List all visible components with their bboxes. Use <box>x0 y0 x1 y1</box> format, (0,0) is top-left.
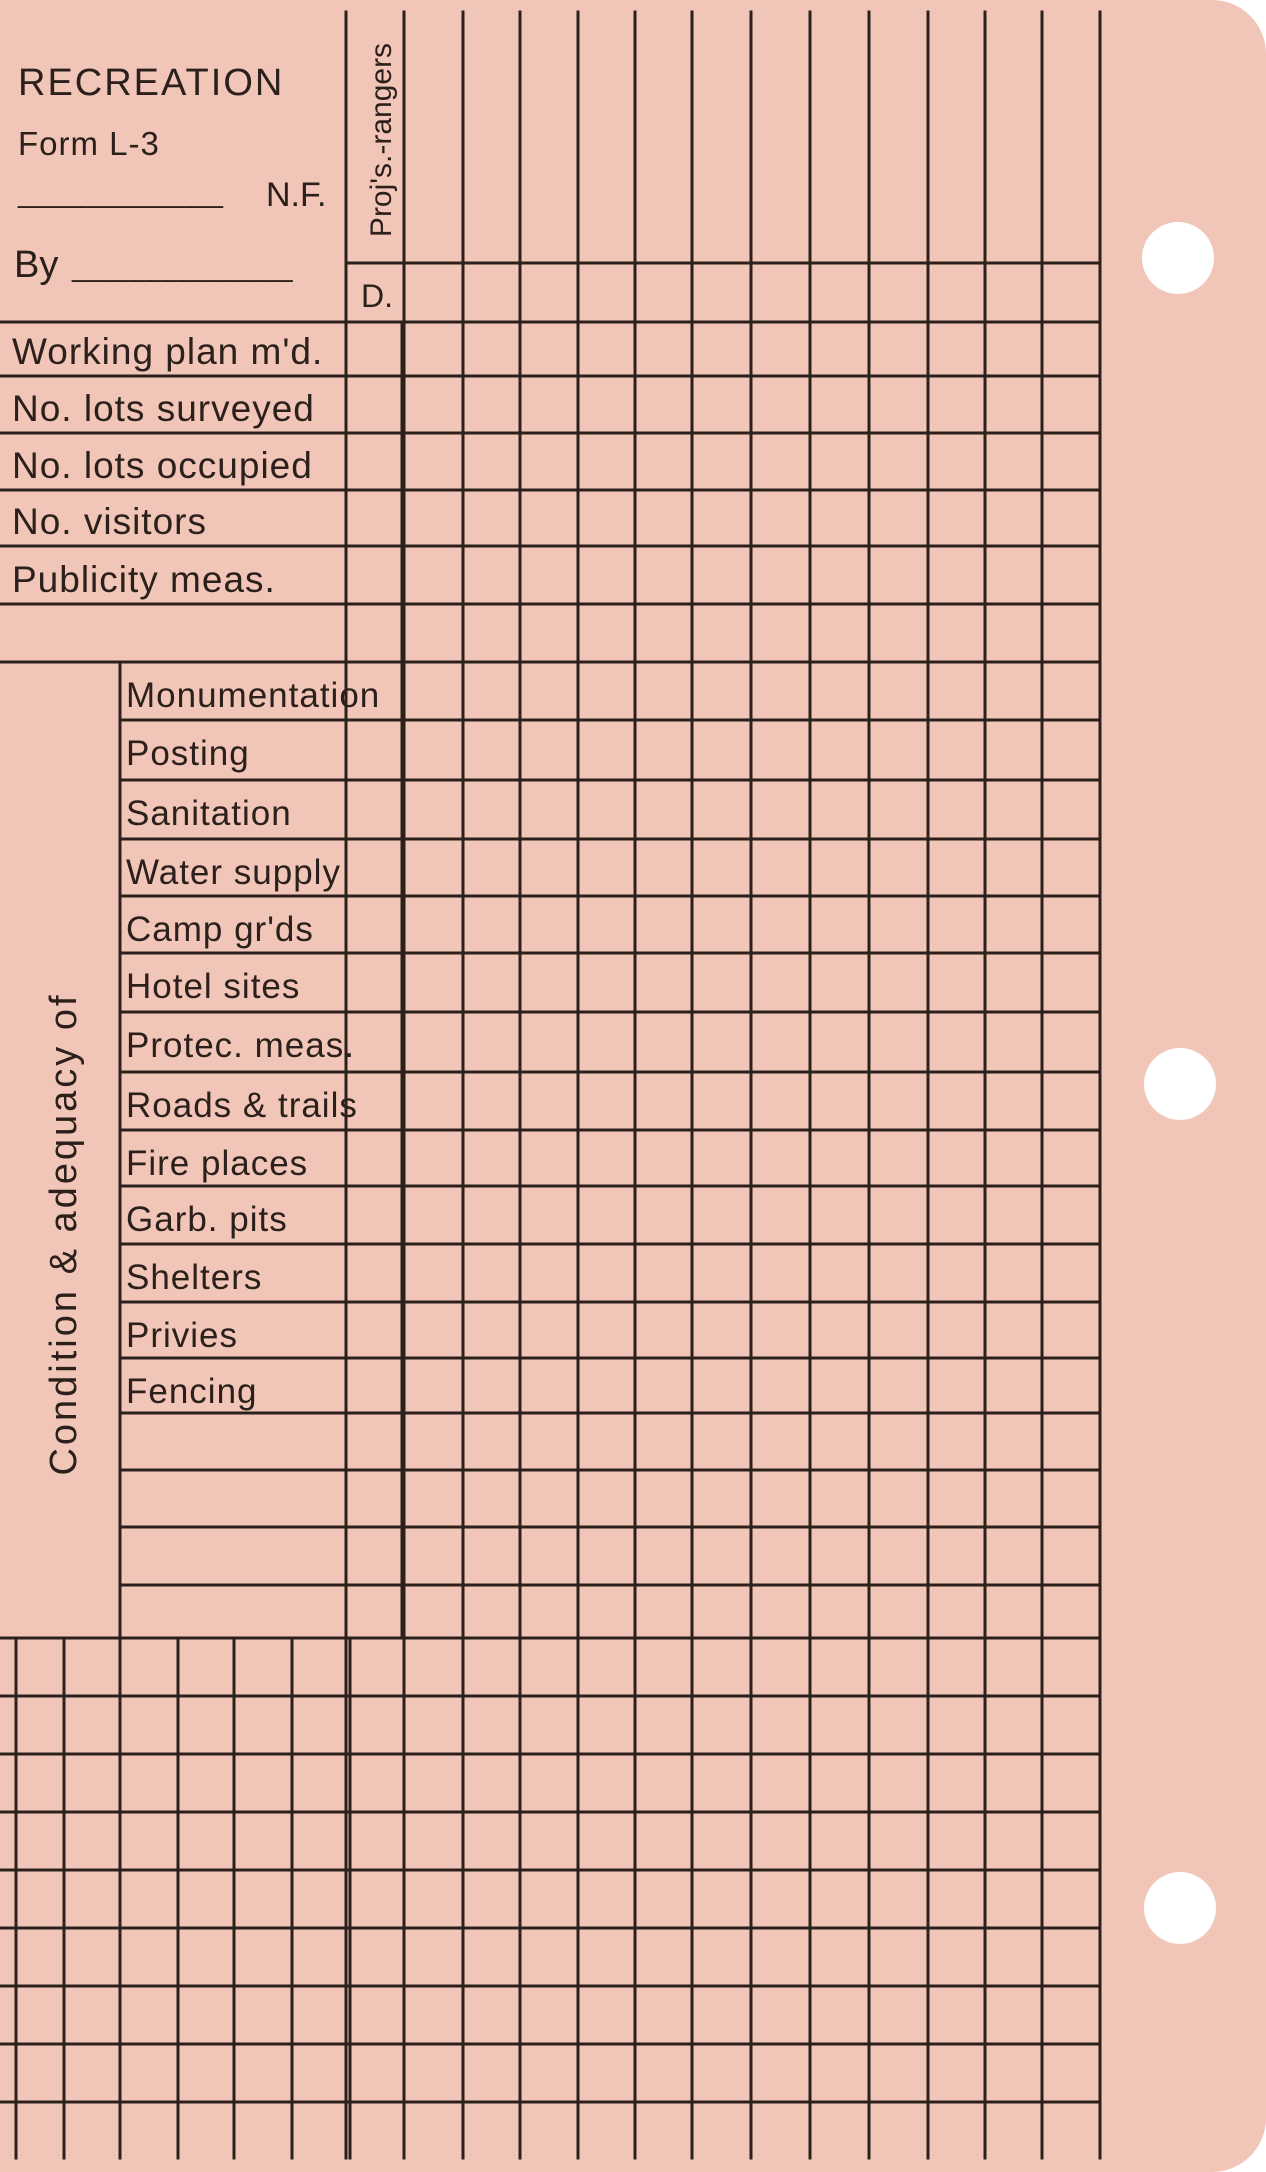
condition-item-label: Posting <box>126 734 250 773</box>
condition-item-label: Sanitation <box>126 794 292 833</box>
condition-item-label: Camp gr'ds <box>126 910 314 949</box>
form-number: Form L-3 <box>18 125 160 162</box>
condition-adequacy-label: Condition & adequacy of <box>43 992 85 1476</box>
condition-item-label: Garb. pits <box>126 1200 288 1239</box>
condition-item-label: Roads & trails <box>126 1086 358 1125</box>
condition-item-label: Privies <box>126 1316 239 1355</box>
nf-label: N.F. <box>266 176 327 214</box>
row-label: Working plan m'd. <box>12 331 324 372</box>
condition-item-label: Hotel sites <box>126 967 301 1006</box>
condition-item-label: Shelters <box>126 1258 263 1297</box>
form-title: RECREATION <box>18 62 285 104</box>
binder-hole-top <box>1142 222 1214 294</box>
row-label: Publicity meas. <box>12 559 276 600</box>
condition-item-label: Fire places <box>126 1144 309 1183</box>
row-label: No. lots occupied <box>12 445 313 486</box>
condition-item-label: Protec. meas. <box>126 1026 355 1065</box>
condition-item-label: Monumentation <box>126 676 381 715</box>
by-label: By <box>14 244 59 286</box>
d-label: D. <box>361 278 393 314</box>
nf-blank-line: _____________ <box>18 176 222 209</box>
by-blank-line: ______________ <box>72 250 292 283</box>
binder-hole-bottom <box>1144 1872 1216 1944</box>
row-label: No. visitors <box>12 501 207 542</box>
projs-rangers-label: Proj's.-rangers <box>365 42 398 238</box>
condition-item-label: Fencing <box>126 1372 258 1411</box>
binder-hole-middle <box>1144 1048 1216 1120</box>
condition-item-label: Water supply <box>126 853 341 892</box>
row-label: No. lots surveyed <box>12 388 315 429</box>
